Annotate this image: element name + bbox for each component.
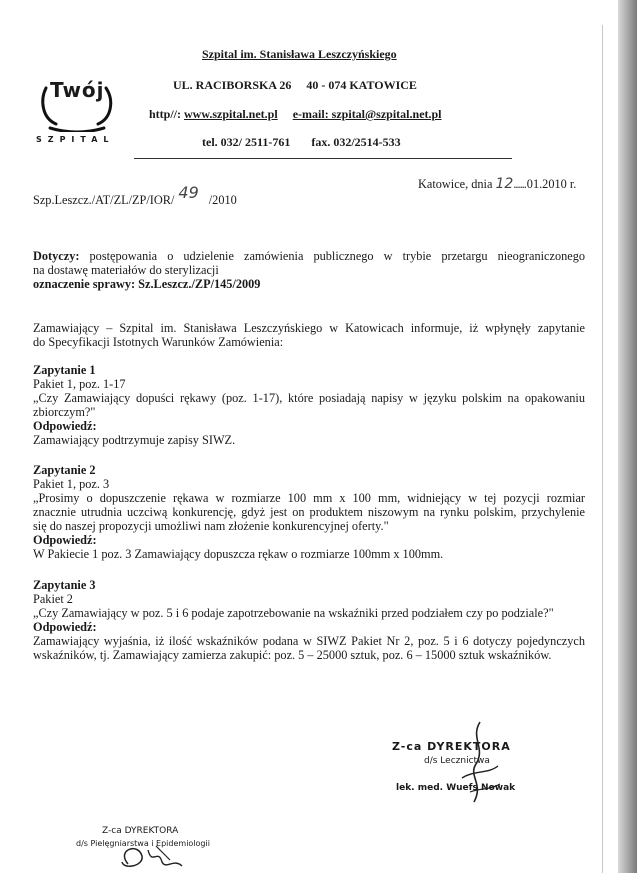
- question-3: [33, 578, 585, 662]
- question-title: Zapytanie 1: [33, 363, 96, 377]
- date-day-handwritten: 12: [495, 176, 514, 192]
- logo-word: Twój: [50, 78, 105, 102]
- contact-web-line: [149, 107, 442, 122]
- signature-right-icon: [440, 718, 520, 808]
- document-date: Katowice, dnia 12......01.2010 r.: [418, 176, 577, 192]
- stamp-right-department: d/s Lecznictwa: [424, 756, 490, 766]
- http-label: http//:: [149, 107, 182, 121]
- stamp-left-title: Z-ca DYREKTORA: [102, 826, 179, 836]
- stamp-right-name: lek. med. Wuefs Nowak: [396, 783, 516, 793]
- subject-line2: na dostawę materiałów do sterylizacji: [33, 263, 219, 277]
- case-number: oznaczenie sprawy: Sz.Leszcz./ZP/145/2009: [33, 277, 261, 291]
- stamp-left-department: d/s Pielęgniarstwa i Epidemiologii: [76, 839, 210, 848]
- question-2: [33, 463, 585, 561]
- answer-label: Odpowiedź:: [33, 533, 97, 547]
- scan-artifact-line: [602, 25, 603, 873]
- subject-line1: postępowania o udzielenie zamówienia publicznego w trybie przetargu nieograniczonego: [89, 249, 586, 263]
- answer-text-line: W Pakiecie 1 poz. 3 Zamawiający dopuszcza rękaw o rozmiarze 100mm x 100mm.: [33, 547, 444, 561]
- question-text-line: „Czy Zamawiający dopuści rękawy (poz. 1-17), które posiadają napisy w języku polskim na opakowaniu: [33, 391, 585, 405]
- hospital-address: UL. RACIBORSKA 26 40 - 074 KATOWICE: [173, 78, 417, 92]
- fax-number: fax. 032/2514-533: [311, 135, 401, 149]
- question-text-line: zbiorczym?": [33, 405, 96, 419]
- question-scope: Pakiet 1, poz. 1-17: [33, 377, 126, 391]
- question-text-line: „Prosimy o dopuszczenie rękawa w rozmiarze 100 mm x 100 mm, widniejący w tej pozycji rozmiar: [33, 491, 585, 505]
- answer-text-line: Zamawiający podtrzymuje zapisy SIWZ.: [33, 433, 236, 447]
- subject-label: Dotyczy:: [33, 249, 80, 263]
- contact-phone-line: [202, 135, 401, 150]
- website-link[interactable]: www.szpital.net.pl: [184, 107, 278, 121]
- answer-text-line: Zamawiający wyjaśnia, iż ilość wskaźników podana w SIWZ Pakiet Nr 2, poz. 5 i 6 dotyczy pojedynczych: [33, 634, 585, 648]
- question-text-line: znacznie utrudnia uczciwą konkurencję, gdyż jest on produktem niszowym na rynku polskim, przychylenie: [33, 505, 585, 519]
- question-title: Zapytanie 2: [33, 463, 96, 477]
- hospital-logo: [22, 66, 134, 148]
- logo-caption: SZPITAL: [36, 135, 115, 144]
- intro-block: [33, 321, 585, 349]
- email-link[interactable]: e-mail: szpital@szpital.net.pl: [292, 107, 442, 121]
- document-reference: Szp.Leszcz./AT/ZL/ZP/IOR/ 49 /2010: [33, 183, 237, 207]
- subject-block: [33, 249, 585, 291]
- answer-label: Odpowiedź:: [33, 620, 97, 634]
- question-scope: Pakiet 2: [33, 592, 73, 606]
- answer-text-line: wskaźników, tj. Zamawiający zamierza zakupić: poz. 5 – 25000 sztuk, poz. 6 – 15000 sztuk wskaźników.: [33, 648, 552, 662]
- question-1: [33, 363, 585, 447]
- reference-number-handwritten: 49: [178, 183, 199, 202]
- header-divider: [134, 158, 512, 159]
- scan-edge-shadow: [618, 0, 637, 873]
- question-text-line: „Czy Zamawiający w poz. 5 i 6 podaje zapotrzebowanie na wskaźniki przed podziałem czy po podziale?": [33, 606, 554, 620]
- phone-number: tel. 032/ 2511-761: [202, 135, 291, 149]
- intro-line2: do Specyfikacji Istotnych Warunków Zamówienia:: [33, 335, 284, 349]
- question-scope: Pakiet 1, poz. 3: [33, 477, 110, 491]
- hospital-name: Szpital im. Stanisława Leszczyńskiego: [202, 47, 397, 61]
- signature-left-icon: [112, 840, 212, 873]
- stamp-right-title: Z-ca DYREKTORA: [392, 740, 511, 753]
- question-text-line: się do naszej propozycji umożliwi nam złożenie konkurencyjnej oferty.": [33, 519, 389, 533]
- question-title: Zapytanie 3: [33, 578, 96, 592]
- intro-line1: Zamawiający – Szpital im. Stanisława Leszczyńskiego w Katowicach informuje, iż wpłynęły zapytanie: [33, 321, 585, 335]
- answer-label: Odpowiedź:: [33, 419, 97, 433]
